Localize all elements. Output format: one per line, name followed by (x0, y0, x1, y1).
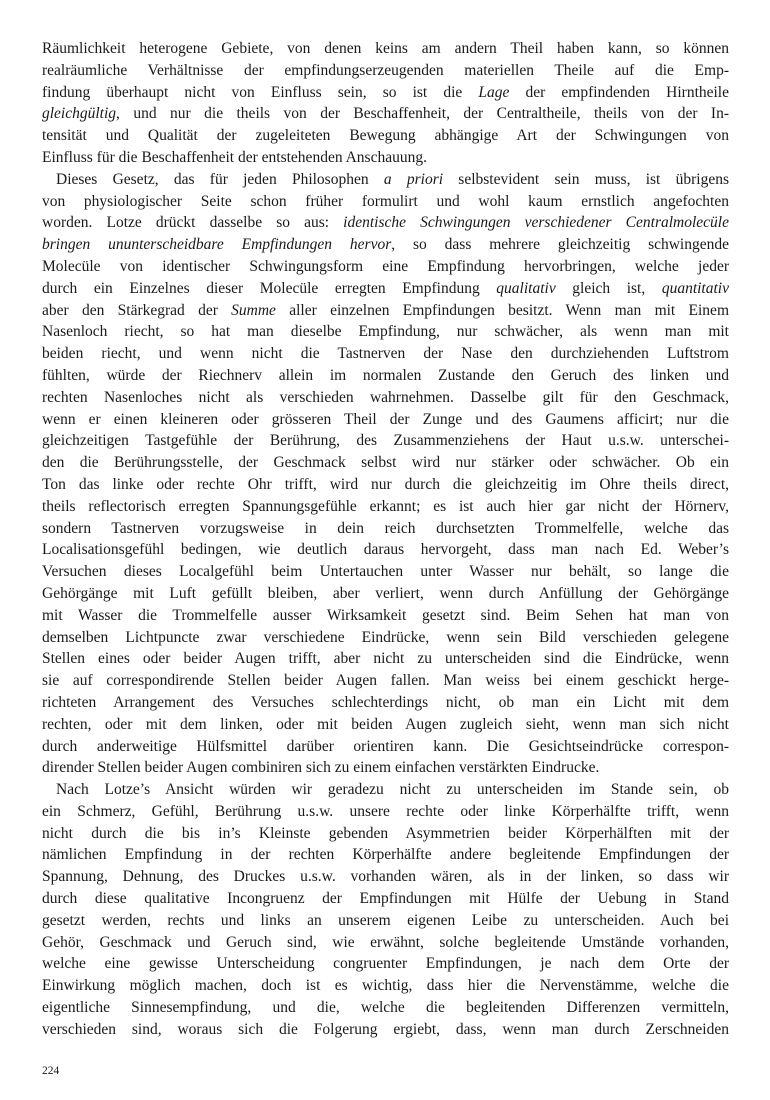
text-line (42, 474, 729, 496)
text-line (42, 212, 729, 234)
regular-text: sie auf correspondirende Stellen beider Augen fallen. Man weiss bei einem geschickt herge- (42, 672, 729, 690)
text-line (42, 1019, 729, 1041)
text-line (42, 147, 729, 169)
regular-text: tensität und Qualität der zugeleiteten Bewegung abhängige Art der Schwingungen von (42, 127, 729, 145)
regular-text: eigentliche Sinnesempfindung, und die, welche die begleitenden Differenzen vermitteln, (42, 999, 729, 1017)
text-line (42, 605, 729, 627)
text-line (42, 779, 729, 801)
page-text (42, 38, 729, 1041)
italic-text: Summe (231, 301, 276, 319)
regular-text: Nasenloch riecht, so hat man dieselbe Empfindung, nur schwächer, als wenn man mit (42, 323, 729, 341)
regular-text: welche eine gewisse Unterscheidung congruenter Empfindungen, je nach dem Orte der (42, 955, 729, 973)
regular-text: Spannung, Dehnung, des Druckes u.s.w. vorhanden wären, als in der linken, so dass wir (42, 868, 729, 886)
text-line (42, 953, 729, 975)
italic-text: a priori (383, 170, 444, 188)
text-line (42, 452, 729, 474)
regular-text: findung überhaupt nicht von Einfluss sein, so ist die (42, 83, 479, 101)
text-line (42, 103, 729, 125)
text-line (42, 692, 729, 714)
regular-text: den die Berührungsstelle, der Geschmack selbst wird nur stärker oder schwächer. Ob ein (42, 454, 729, 472)
text-line (42, 343, 729, 365)
text-line (42, 409, 729, 431)
regular-text: Räumlichkeit heterogene Gebiete, von denen keins am andern Theil haben kann, so können (42, 40, 729, 57)
regular-text: Stellen eines oder beider Augen trifft, aber nicht zu unterscheiden sind die Eindrücke, wenn (42, 650, 729, 668)
regular-text: durch diese qualitative Incongruenz der Empfindungen mit Hülfe der Uebung in Stand (42, 890, 729, 908)
regular-text: mit Wasser die Trommelfelle ausser Wirksamkeit gesetzt sind. Beim Sehen hat man von (42, 606, 729, 624)
regular-text: demselben Lichtpuncte zwar verschiedene Eindrücke, wenn sein Bild verschieden gelegene (42, 628, 729, 646)
text-line (42, 60, 729, 82)
regular-text: Einfluss für die Beschaffenheit der entstehenden Anschauung. (42, 148, 427, 166)
text-line (42, 648, 729, 670)
paragraph (42, 779, 729, 1041)
text-line (42, 975, 729, 997)
text-line (42, 321, 729, 343)
regular-text: der empfindenden Hirntheile (509, 83, 729, 101)
text-line (42, 888, 729, 910)
italic-text: quantitativ (661, 279, 729, 297)
text-line (42, 430, 729, 452)
italic-text: bringen ununterscheidbare Empfindungen hervor (42, 236, 392, 254)
text-line (42, 932, 729, 954)
regular-text: von physiologischer Seite schon früher formulirt und wohl kaum ernstlich angefochten (42, 192, 729, 210)
paragraph (42, 38, 729, 169)
page-number: 224 (42, 1065, 60, 1077)
italic-text: identische Schwingungen verschiedener Centralmolecüle (343, 214, 729, 232)
text-line (42, 387, 729, 409)
text-line (42, 714, 729, 736)
text-line (42, 278, 729, 300)
regular-text: nicht durch die bis in’s Kleinste gebenden Asymmetrien beider Körperhälften mit der (42, 824, 729, 842)
regular-text: durch ein Einzelnes dieser Molecüle erregten Empfindung (42, 279, 497, 297)
regular-text: rechten, oder mit dem linken, oder mit beiden Augen zugleich sieht, wenn man sich nicht (42, 715, 729, 733)
regular-text: aller einzelnen Empfindungen besitzt. Wenn man mit Einem (275, 301, 729, 319)
regular-text: gleichzeitigen Tastgefühle der Berührung, des Zusammenziehens der Haut u.s.w. unterschei- (42, 432, 729, 450)
text-line (42, 736, 729, 758)
text-line (42, 38, 729, 60)
text-line (42, 125, 729, 147)
regular-text: theils reflectorisch erregten Spannungsgefühle erkannt; es ist auch hier gar nicht der Hörnerv, (42, 497, 729, 515)
regular-text: nämlichen Empfindung in der rechten Körperhälfte andere begleitende Empfindungen der (42, 846, 729, 864)
regular-text: , so dass mehrere gleichzeitig schwingende (391, 236, 729, 254)
regular-text: Dieses Gesetz, das für jeden Philosophen (56, 170, 384, 188)
text-line (42, 866, 729, 888)
regular-text: Localisationsgefühl bedingen, wie deutlich daraus hervorgeht, dass man nach Ed. Weber’s (42, 541, 729, 559)
regular-text: sondern Tastnerven vorzugsweise in dein reich durchsetzten Trommelfelle, welche das (42, 519, 729, 537)
regular-text: fühlten, würde der Riechnerv allein im normalen Zustande den Geruch des linken und (42, 366, 729, 384)
regular-text: Gehör, Geschmack und Geruch sind, wie erwähnt, solche begleitende Umstände vorhanden, (42, 933, 729, 951)
text-line (42, 757, 729, 779)
regular-text: , und nur die theils von der Beschaffenheit, der Centraltheile, theils von der In- (116, 105, 729, 123)
text-line (42, 496, 729, 518)
text-line (42, 844, 729, 866)
regular-text: rechten Nasenloches nicht als verschieden wahrnehmen. Dasselbe gilt für den Geschmack, (42, 388, 729, 406)
text-line (42, 300, 729, 322)
text-line (42, 234, 729, 256)
regular-text: ein Schmerz, Gefühl, Berührung u.s.w. unsere rechte oder linke Körperhälfte trifft, wenn (42, 802, 729, 820)
text-line (42, 997, 729, 1019)
regular-text: worden. Lotze drückt dasselbe so aus: (42, 214, 344, 232)
regular-text: Ton das linke oder rechte Ohr trifft, wird nur durch die gleichzeitig im Ohre theils direct, (42, 475, 729, 493)
regular-text: aber den Stärkegrad der (42, 301, 232, 319)
italic-text: gleichgültig (42, 105, 117, 123)
regular-text: gleich ist, (555, 279, 662, 297)
regular-text: Nach Lotze’s Ansicht würden wir geradezu nicht zu unterscheiden im Stande sein, ob (56, 781, 729, 799)
regular-text: beiden riecht, und wenn nicht die Tastnerven der Nase den durchziehenden Luftstrom (42, 345, 729, 363)
regular-text: richteten Arrangement des Versuches schlechterdings nicht, ob man ein Licht mit dem (42, 693, 729, 711)
text-line (42, 539, 729, 561)
paragraph (42, 169, 729, 779)
text-line (42, 365, 729, 387)
text-line (42, 801, 729, 823)
regular-text: durch anderweitige Hülfsmittel darüber orientiren kann. Die Gesichtseindrücke correspon- (42, 737, 729, 755)
text-line (42, 518, 729, 540)
regular-text: wenn er einen kleineren oder grösseren Theil der Zunge und des Gaumens afficirt; nur die (42, 410, 729, 428)
text-line (42, 191, 729, 213)
text-line (42, 169, 729, 191)
regular-text: verschieden sind, woraus sich die Folgerung ergiebt, dass, wenn man durch Zerschneiden (42, 1020, 729, 1038)
text-line (42, 583, 729, 605)
text-line (42, 82, 729, 104)
text-line (42, 910, 729, 932)
italic-text: Lage (478, 83, 510, 101)
italic-text: qualitativ (496, 279, 556, 297)
text-line (42, 670, 729, 692)
regular-text: realräumliche Verhältnisse der empfindungserzeugenden materiellen Theile auf die Emp- (42, 61, 729, 79)
regular-text: dirender Stellen beider Augen combiniren sich zu einem einfachen verstärkten Eindrucke. (42, 759, 600, 777)
regular-text: Gehörgänge mit Luft gefüllt bleiben, aber verliert, wenn durch Anfüllung der Gehörgänge (42, 584, 729, 602)
text-line (42, 823, 729, 845)
text-line (42, 561, 729, 583)
regular-text: Einwirkung möglich machen, doch ist es wichtig, dass hier die Nervenstämme, welche die (42, 977, 729, 995)
regular-text: selbstevident sein muss, ist übrigens (443, 170, 729, 188)
text-line (42, 256, 729, 278)
regular-text: gesetzt werden, rechts und links an unserem eigenen Leibe zu unterscheiden. Auch bei (42, 911, 729, 929)
text-line (42, 627, 729, 649)
regular-text: Versuchen dieses Localgefühl beim Untertauchen unter Wasser nur behält, so lange die (42, 563, 729, 581)
regular-text: Molecüle von identischer Schwingungsform eine Empfindung hervorbringen, welche jeder (42, 257, 729, 275)
